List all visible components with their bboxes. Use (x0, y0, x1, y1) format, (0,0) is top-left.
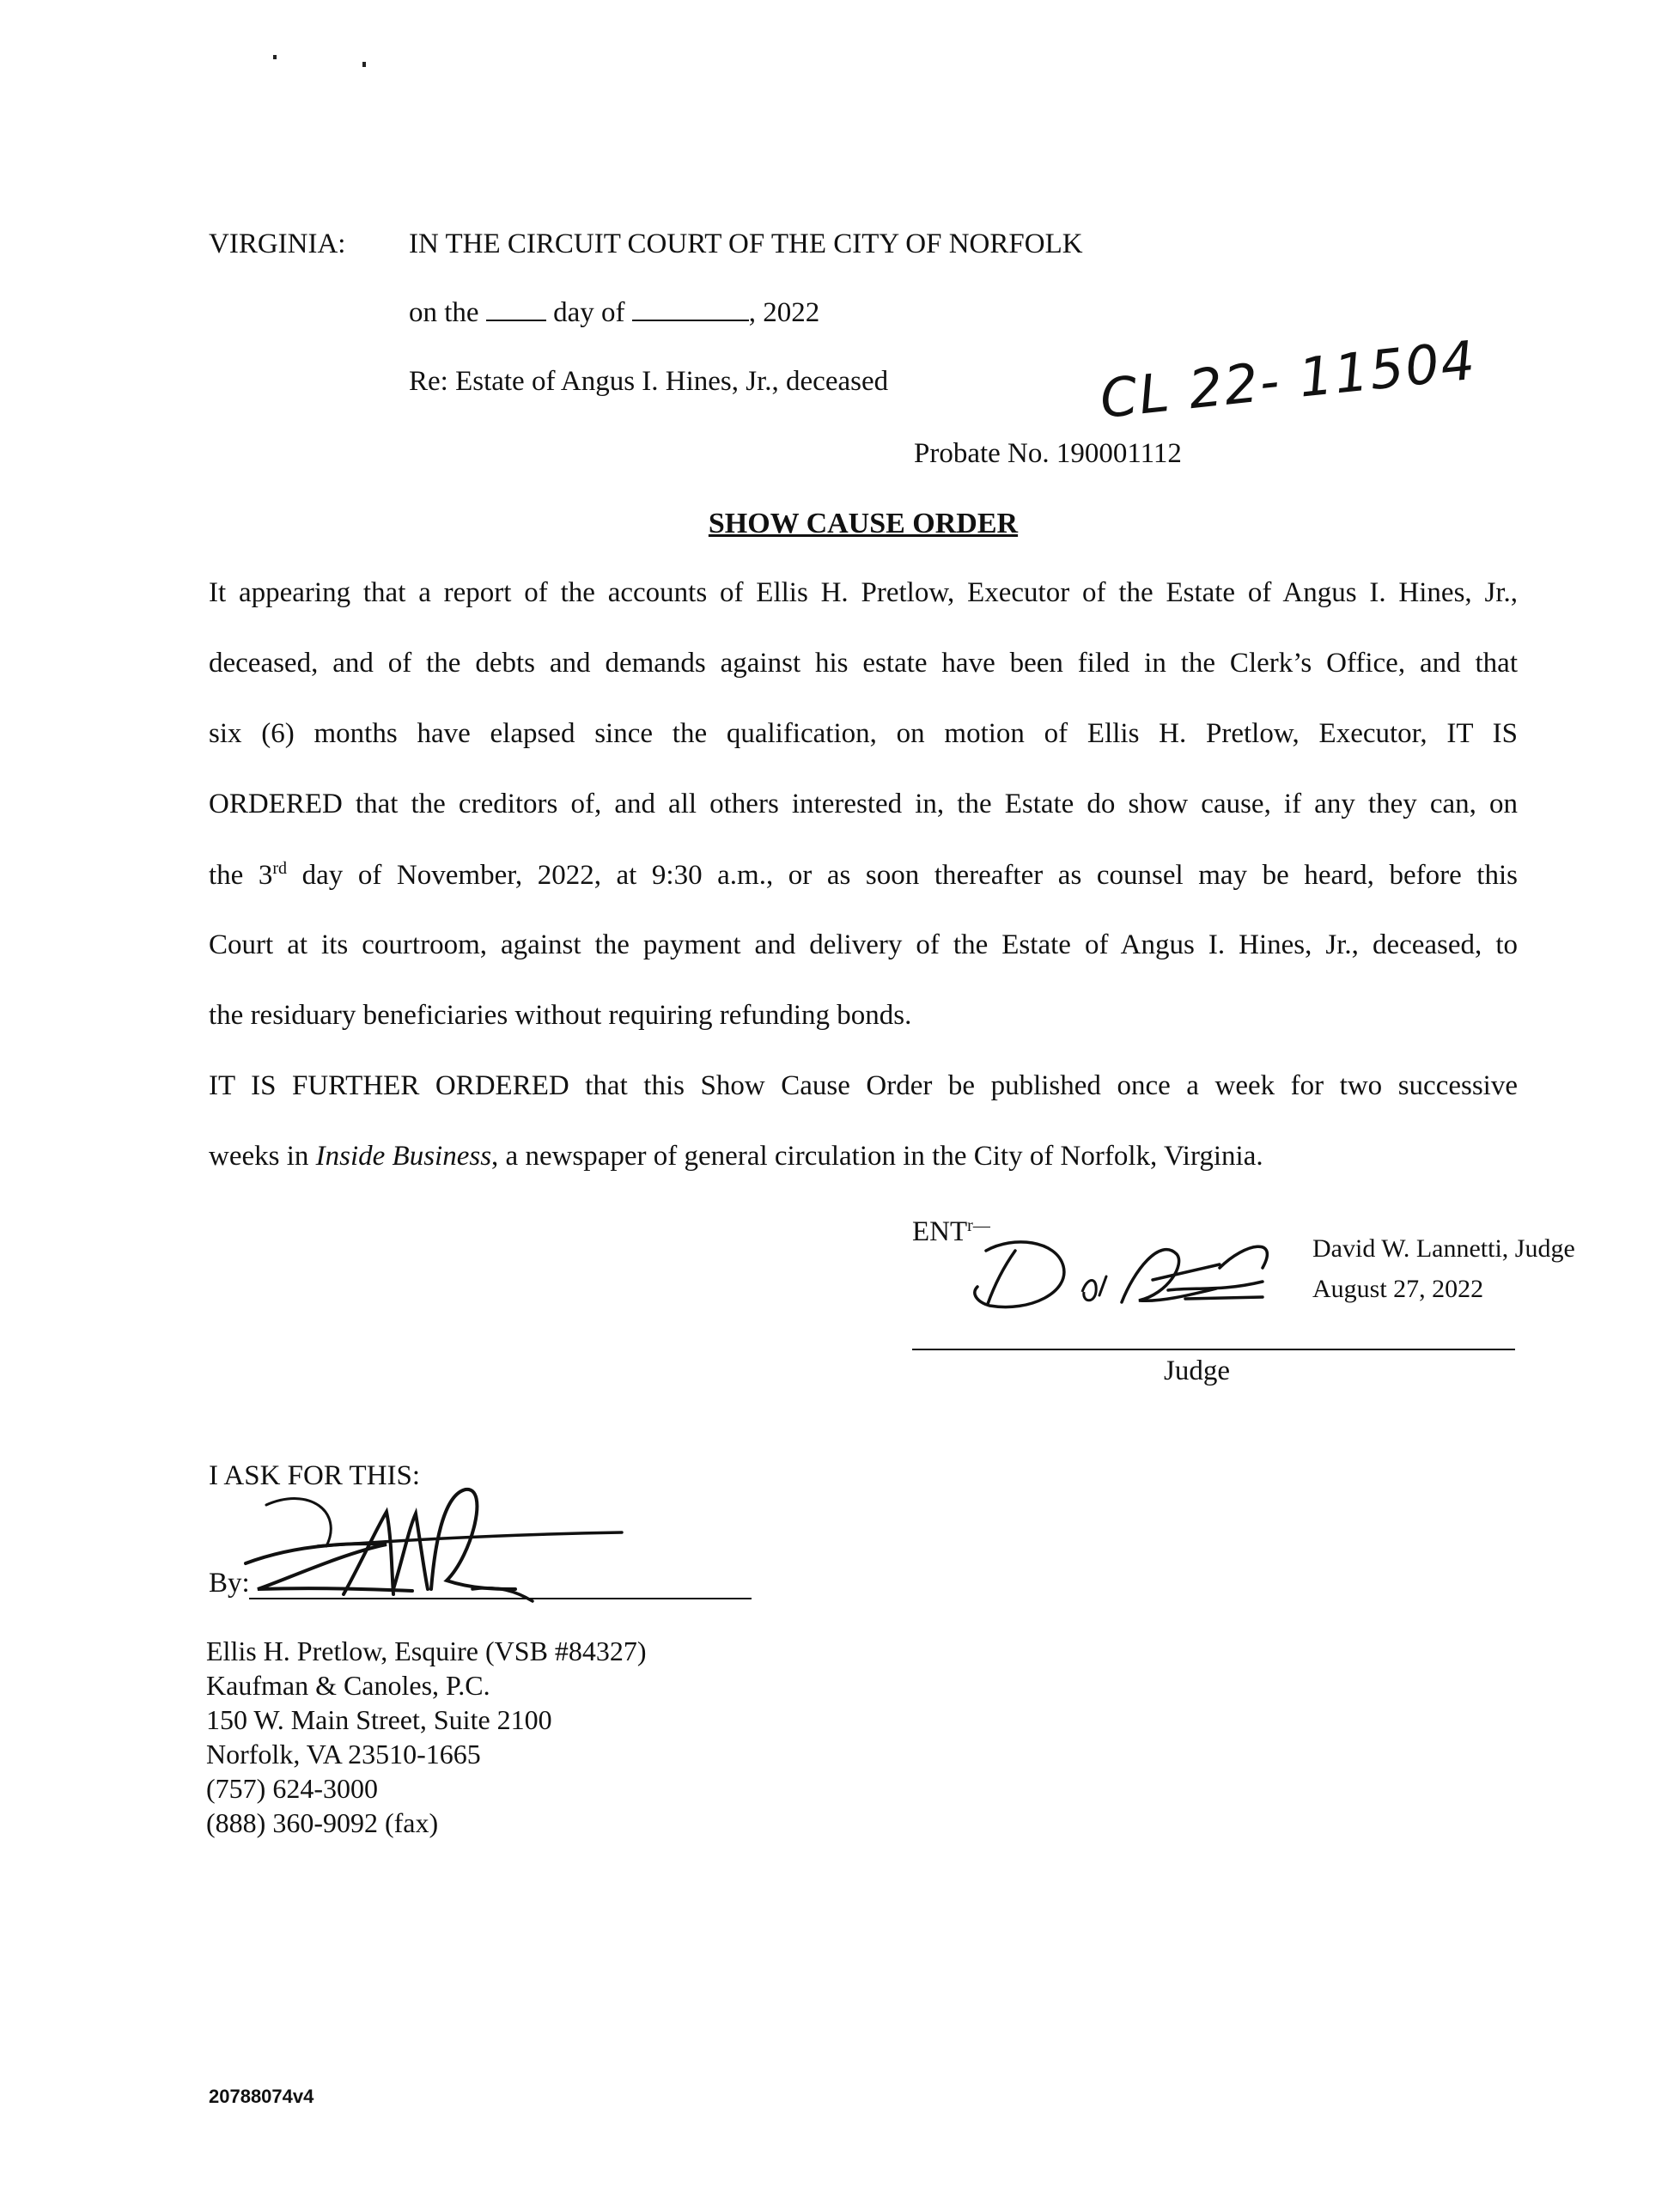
date-suffix: , 2022 (748, 297, 820, 328)
judge-stamp-name: David W. Lannetti, Judge (1312, 1234, 1575, 1263)
body-line: the residuary beneficiaries without requiring refunding bonds. (209, 1000, 912, 1031)
publication-a: weeks in (209, 1141, 316, 1172)
body-line: six (6) months have elapsed since the qualification, on motion of Ellis H. Pretlow, Executor, IT IS (209, 718, 1518, 749)
body-line: IT IS FURTHER ORDERED that this Show Cause Order be published once a week for two successive (209, 1070, 1518, 1101)
document-id: 20788074v4 (209, 2086, 314, 2107)
judge-stamp-date: August 27, 2022 (1312, 1275, 1484, 1303)
body-line (209, 1141, 1518, 1173)
body-line: deceased, and of the debts and demands against his estate have been filed in the Clerk’s Office, and that (209, 648, 1518, 679)
judge-signature (962, 1220, 1288, 1323)
body-line: Court at its courtroom, against the payment and delivery of the Estate of Angus I. Hines, Jr., deceased, to (209, 929, 1518, 960)
court-name: IN THE CIRCUIT COURT OF THE CITY OF NORFOLK (409, 228, 1083, 259)
newspaper-name: Inside Business (315, 1141, 492, 1172)
order-title: SHOW CAUSE ORDER (708, 508, 1019, 539)
address-line: Kaufman & Canoles, P.C. (206, 1670, 490, 1701)
judge-signature-line (912, 1349, 1515, 1350)
day-blank (486, 320, 546, 321)
address-line: Ellis H. Pretlow, Esquire (VSB #84327) (206, 1636, 647, 1666)
body-line: ORDERED that the creditors of, and all others interested in, the Estate do show cause, if any they can, on (209, 789, 1518, 819)
attorney-address (206, 1634, 647, 1840)
by-label: By: (209, 1568, 250, 1599)
re-line: Re: Estate of Angus I. Hines, Jr., deceased (409, 366, 889, 397)
state-label: VIRGINIA: (209, 228, 346, 259)
entered-label: $ENT^{r—}$ (912, 1216, 990, 1247)
case-number-handwritten: CL 22- 11504 (1097, 328, 1480, 430)
attorney-signature (240, 1460, 636, 1615)
publication-b: , a newspaper of general circulation in the City of Norfolk, Virginia. (491, 1141, 1263, 1172)
order-date-line (409, 297, 819, 330)
date-prefix: on the (409, 297, 479, 328)
hearing-date-b: day of November, 2022, at 9:30 a.m., or as soon thereafter as counsel may be heard, before this (287, 860, 1518, 891)
date-mid: day of (553, 297, 625, 328)
month-blank (632, 320, 749, 321)
address-line: 150 W. Main Street, Suite 2100 (206, 1704, 552, 1735)
body-line: It appearing that a report of the accounts of Ellis H. Pretlow, Executor of the Estate of Angus I. Hines, Jr., (209, 577, 1518, 608)
ordinal-suffix: rd (272, 859, 288, 878)
hearing-date-a: the 3 (209, 860, 273, 891)
ask-label: I ASK FOR THIS: (209, 1460, 421, 1491)
body-line (209, 859, 1518, 892)
judge-label: Judge (1164, 1355, 1230, 1386)
address-line: Norfolk, VA 23510-1665 (206, 1739, 481, 1770)
probate-number: Probate No. 190001112 (914, 438, 1182, 469)
scan-mark (273, 55, 277, 59)
address-line: (757) 624-3000 (206, 1773, 378, 1804)
address-line: (888) 360-9092 (fax) (206, 1807, 439, 1838)
scan-mark (362, 62, 366, 67)
